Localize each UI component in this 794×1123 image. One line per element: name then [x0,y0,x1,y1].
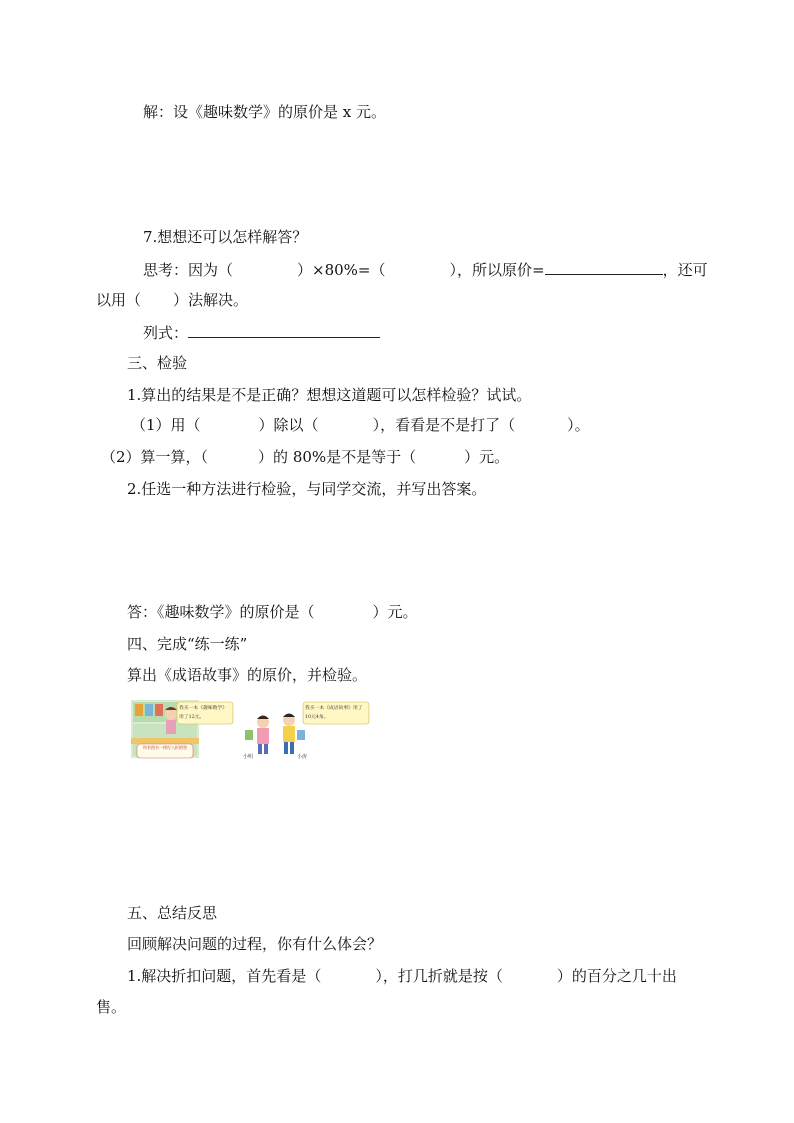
discount-sign: 所有图书一律打八折销售 [143,745,187,750]
text-segment: （2）算一算，（ [101,448,209,466]
solution-setup: 解：设《趣味数学》的原价是 x 元。 [143,103,386,121]
reflection-question-1-continuation: 售。 [96,998,127,1016]
text-segment: 以用（ [96,291,142,309]
text-segment: ）元。 [464,448,510,466]
reflection-question-1 [127,966,677,986]
character-label-1: 小明 [243,754,254,760]
section-4-heading: 四、完成“练一练” [127,635,248,653]
text-segment: ）除以（ [258,416,319,434]
answer-line [127,602,418,622]
text-segment: ），看看是不是打了（ [372,416,516,434]
text-segment: ）法解决。 [173,291,249,309]
text-segment: ）的百分之几十出 [556,967,677,985]
text-segment: ）元。 [372,603,418,621]
reflection-prompt: 回顾解决问题的过程，你有什么体会？ [127,935,383,953]
formula-underline[interactable] [188,322,380,338]
text-segment: ），所以原价= [449,261,545,279]
question-7-title: 7.想想还可以怎样解答？ [143,228,308,246]
text-segment: ，还可 [662,261,708,279]
speech-bubble-2: 我买一本《成语故事》用了10元4角。 [305,706,363,720]
formula-line [143,322,380,343]
question-7-method-line [96,290,248,310]
check-question-1: 1.算出的结果是不是正确？想想这道题可以怎样检验？试试。 [127,386,532,404]
section-3-heading: 三、检验 [127,354,188,372]
practice-task: 算出《成语故事》的原价，并检验。 [127,666,368,684]
bookstore-illustration [131,700,371,762]
section-5-heading: 五、总结反思 [127,904,218,922]
check-question-2: 2.任选一种方法进行检验，与同学交流，并写出答案。 [127,480,487,498]
text-segment: 1.解决折扣问题，首先看是（ [127,967,322,985]
text-segment: ）的 80%是不是等于（ [258,448,417,466]
character-label-2: 小涛 [297,754,308,760]
check-part-1 [131,415,590,435]
check-part-2 [101,447,509,467]
text-segment: 答：《趣味数学》的原价是（ [127,603,315,621]
formula-label: 列式： [143,324,189,342]
text-segment: ）。 [567,416,590,434]
text-segment: ）×80%=（ [297,261,386,279]
text-segment: ），打几折就是按（ [375,967,503,985]
speech-bubble-1: 我买一本《趣味数学》用了12元。 [179,706,227,720]
text-segment: 思考：因为（ [143,261,234,279]
text-segment: （1）用（ [131,416,201,434]
blank-underline[interactable] [545,259,663,275]
question-7-think-line [143,259,708,280]
